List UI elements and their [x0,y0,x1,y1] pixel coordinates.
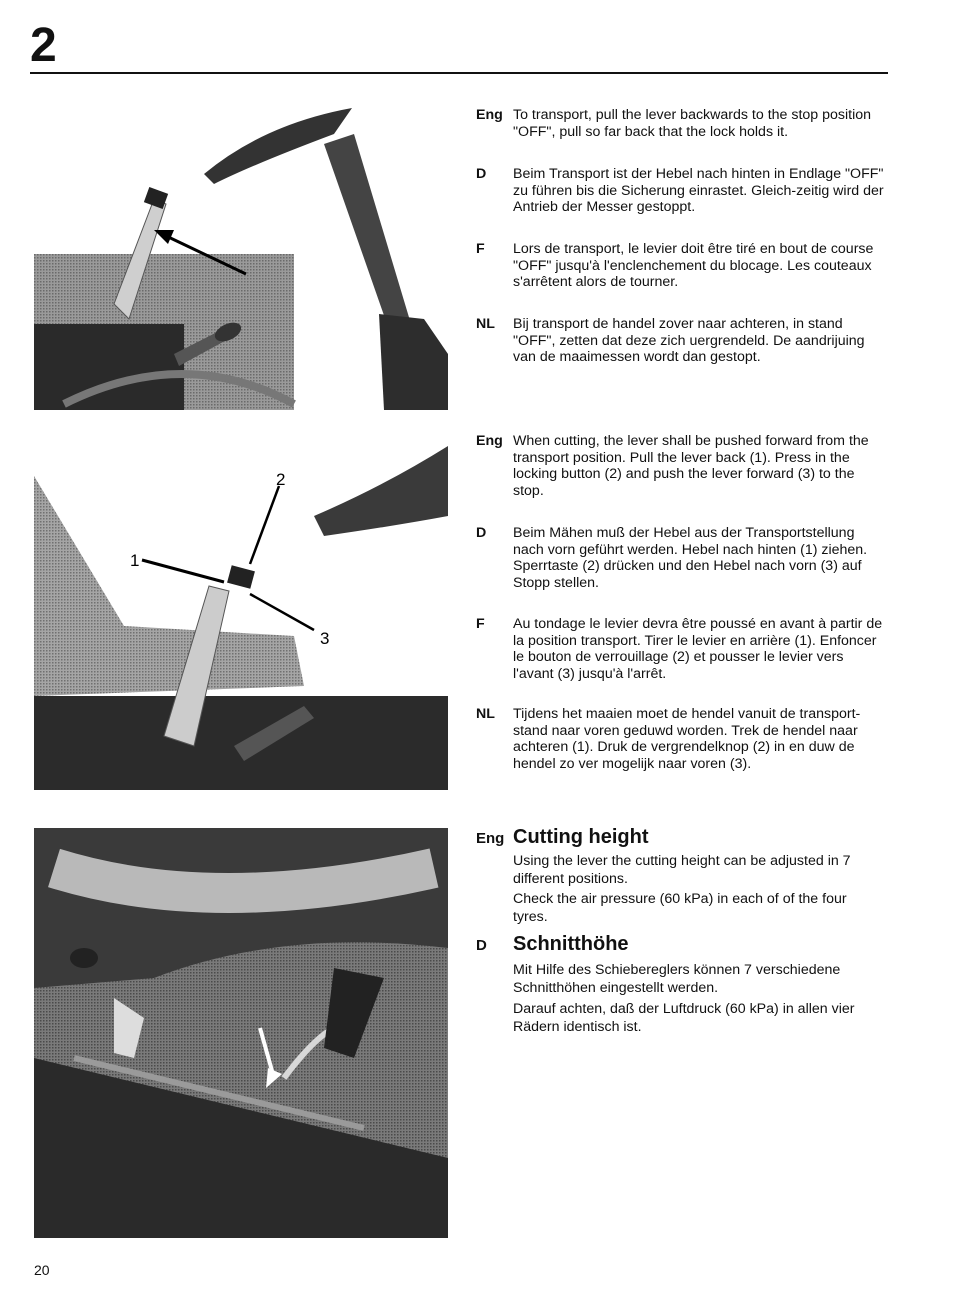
callout-2: 2 [276,470,286,489]
section-title: Cutting height [513,826,649,848]
text-block-d-transport [476,166,886,216]
lang-label: Eng [476,433,503,449]
paragraph: Au tondage le levier devra être poussé en avant à partir de la position transport. Tirer le levier en arrière (1). Enfoncer le bouton de verrouillage (2) et pousser le levier vers l'avant (3) jusqu'à l'arrêt. [513,616,883,682]
lang-label: F [476,616,485,632]
lang-label: D [476,937,487,954]
heading-eng-cutting-height [476,826,886,848]
paragraph-d-adjust: Mit Hilfe des Schiebereglers können 7 verschiedene Schnitthöhen eingestellt werden. [513,962,841,996]
text-block-nl-transport [476,316,886,366]
text-block-nl-cutting [476,706,886,772]
text-block-eng-cutting [476,433,886,499]
photo-transport-lever [34,104,448,410]
lang-label: D [476,166,487,182]
lang-label: Eng [476,830,505,847]
text-block-f-transport [476,241,886,291]
paragraph: Tijdens het maaien moet de hendel vanuit de transport-stand naar voren geduwd worden. Trek de hendel naar achteren (1). Druk de vergrendelknop (2) in en duw de hendel zo ver mogelijk naar voren (3). [513,706,861,772]
text-block-eng-transport [476,107,886,140]
paragraph: Beim Mähen muß der Hebel aus der Transportstellung nach vorn geführt werden. Hebel nach hinten (1) ziehen. Sperrtaste (2) drücken und den Hebel nach vorn (3) auf Stopp stellen. [513,525,868,591]
section-title: Schnitthöhe [513,933,629,955]
page-number: 20 [34,1262,50,1278]
photo-cutting-height [34,828,448,1238]
callout-1: 1 [130,551,140,570]
text-block-f-cutting [476,616,886,682]
header-rule [30,72,888,74]
paragraph: Beim Transport ist der Hebel nach hinten in Endlage "OFF" zu führen bis die Sicherung einrastet. Gleich-zeitig wird der Antrieb der Messer gestoppt. [513,166,884,215]
text-block-d-cutting [476,525,886,591]
paragraph-eng-pressure: Check the air pressure (60 kPa) in each of of the four tyres. [513,891,847,925]
paragraph: Lors de transport, le levier doit être tiré en bout de course "OFF" jusqu'à l'enclenchement du blocage. Les couteaux s'arrêtent alors de tourner. [513,241,874,290]
photo-cutting-lever [34,446,448,790]
paragraph: Bij transport de handel zover naar achteren, in stand "OFF", zetten dat deze zich uergrendeld. De aandrijuing van de maaimessen wordt dan gestopt. [513,316,865,365]
lang-label: D [476,525,487,541]
paragraph: To transport, pull the lever backwards to the stop position "OFF", pull so far back that the lock holds it. [513,107,872,140]
lang-label: F [476,241,485,257]
paragraph-d-pressure: Darauf achten, daß der Luftdruck (60 kPa) in allen vier Rädern identisch ist. [513,1001,855,1035]
lang-label: NL [476,706,495,722]
lang-label: NL [476,316,495,332]
callout-3: 3 [320,629,330,648]
paragraph: When cutting, the lever shall be pushed forward from the transport position. Pull the lever back (1). Press in the locking button (2) and push the lever forward (3) to the stop. [513,433,869,499]
lang-label: Eng [476,107,503,123]
paragraph-eng-adjust: Using the lever the cutting height can be adjusted in 7 different positions. [513,853,851,887]
heading-d-schnitthoehe [476,933,886,955]
chapter-number: 2 [30,19,57,72]
